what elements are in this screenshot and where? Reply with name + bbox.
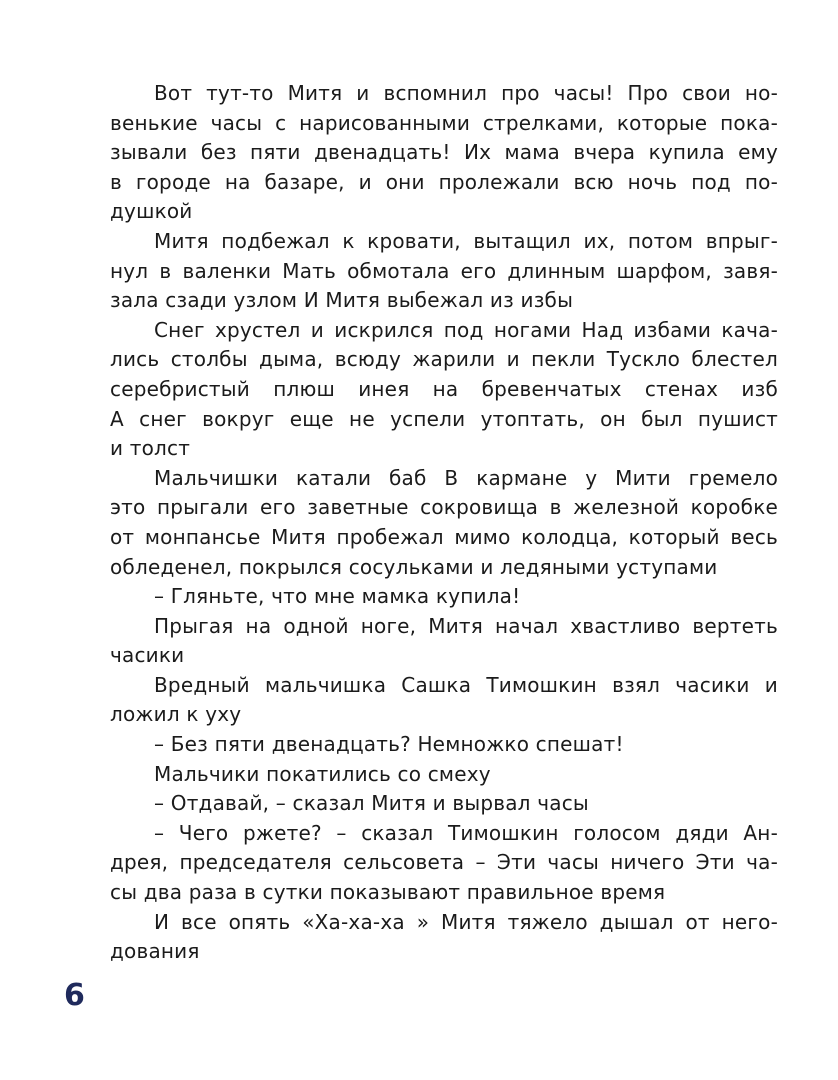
text-line: – Гляньте, что мне мамка купила!: [154, 584, 521, 609]
text-line: лись столбы дыма, всюду жарили и пекли Тускло блестел: [110, 347, 778, 372]
text-line: А снег вокруг еще не успели утоптать, он был пушист: [110, 406, 778, 431]
text-line: обледенел, покрылся сосульками и ледяными уступами: [110, 554, 718, 579]
text-line: часики: [110, 643, 185, 668]
text-line: – Без пяти двенадцать? Немножко спешат!: [154, 732, 624, 757]
text-line: – Отдавай, – сказал Митя и вырвал часы: [154, 791, 589, 816]
story-text: [110, 79, 778, 967]
text-line: И все опять «Ха-ха-ха » Митя тяжело дышал от него-: [154, 909, 778, 934]
text-line: Мальчишки катали баб В кармане у Мити гремело: [154, 465, 778, 490]
text-line: в городе на базаре, и они пролежали всю ночь под по-: [110, 169, 778, 194]
text-line: Снег хрустел и искрился под ногами Над избами кача-: [154, 317, 778, 342]
text-line: нул в валенки Мать обмотала его длинным шарфом, завя-: [110, 258, 778, 283]
text-line: ложил к уху: [110, 702, 242, 727]
text-line: это прыгали его заветные сокровища в железной коробке: [110, 495, 778, 520]
text-line: дования: [110, 939, 200, 964]
text-line: Митя подбежал к кровати, вытащил их, потом впрыг-: [154, 228, 778, 253]
text-line: душкой: [110, 199, 193, 224]
text-line: дрея, председателя сельсовета – Эти часы ничего Эти ча-: [110, 850, 778, 875]
text-line: сы два раза в сутки показывают правильное время: [110, 880, 666, 905]
text-line: венькие часы с нарисованными стрелками, которые пока-: [110, 110, 778, 135]
text-line: – Чего ржете? – сказал Тимошкин голосом дяди Ан-: [154, 820, 778, 845]
page-number: 6: [64, 978, 85, 1013]
text-line: от монпансье Митя пробежал мимо колодца, который весь: [110, 524, 778, 549]
text-line: зывали без пяти двенадцать! Их мама вчера купила ему: [110, 140, 778, 165]
text-line: и толст: [110, 436, 191, 461]
text-line: Вредный мальчишка Сашка Тимошкин взял часики и: [154, 672, 778, 697]
text-line: серебристый плюш инея на бревенчатых стенах изб: [110, 376, 778, 401]
text-line: зала сзади узлом И Митя выбежал из избы: [110, 288, 574, 313]
text-line: Прыгая на одной ноге, Митя начал хвастливо вертеть: [154, 613, 778, 638]
text-line: Вот тут-то Митя и вспомнил про часы! Про свои но-: [154, 81, 778, 105]
text-line: Мальчики покатились со смеху: [154, 761, 491, 786]
